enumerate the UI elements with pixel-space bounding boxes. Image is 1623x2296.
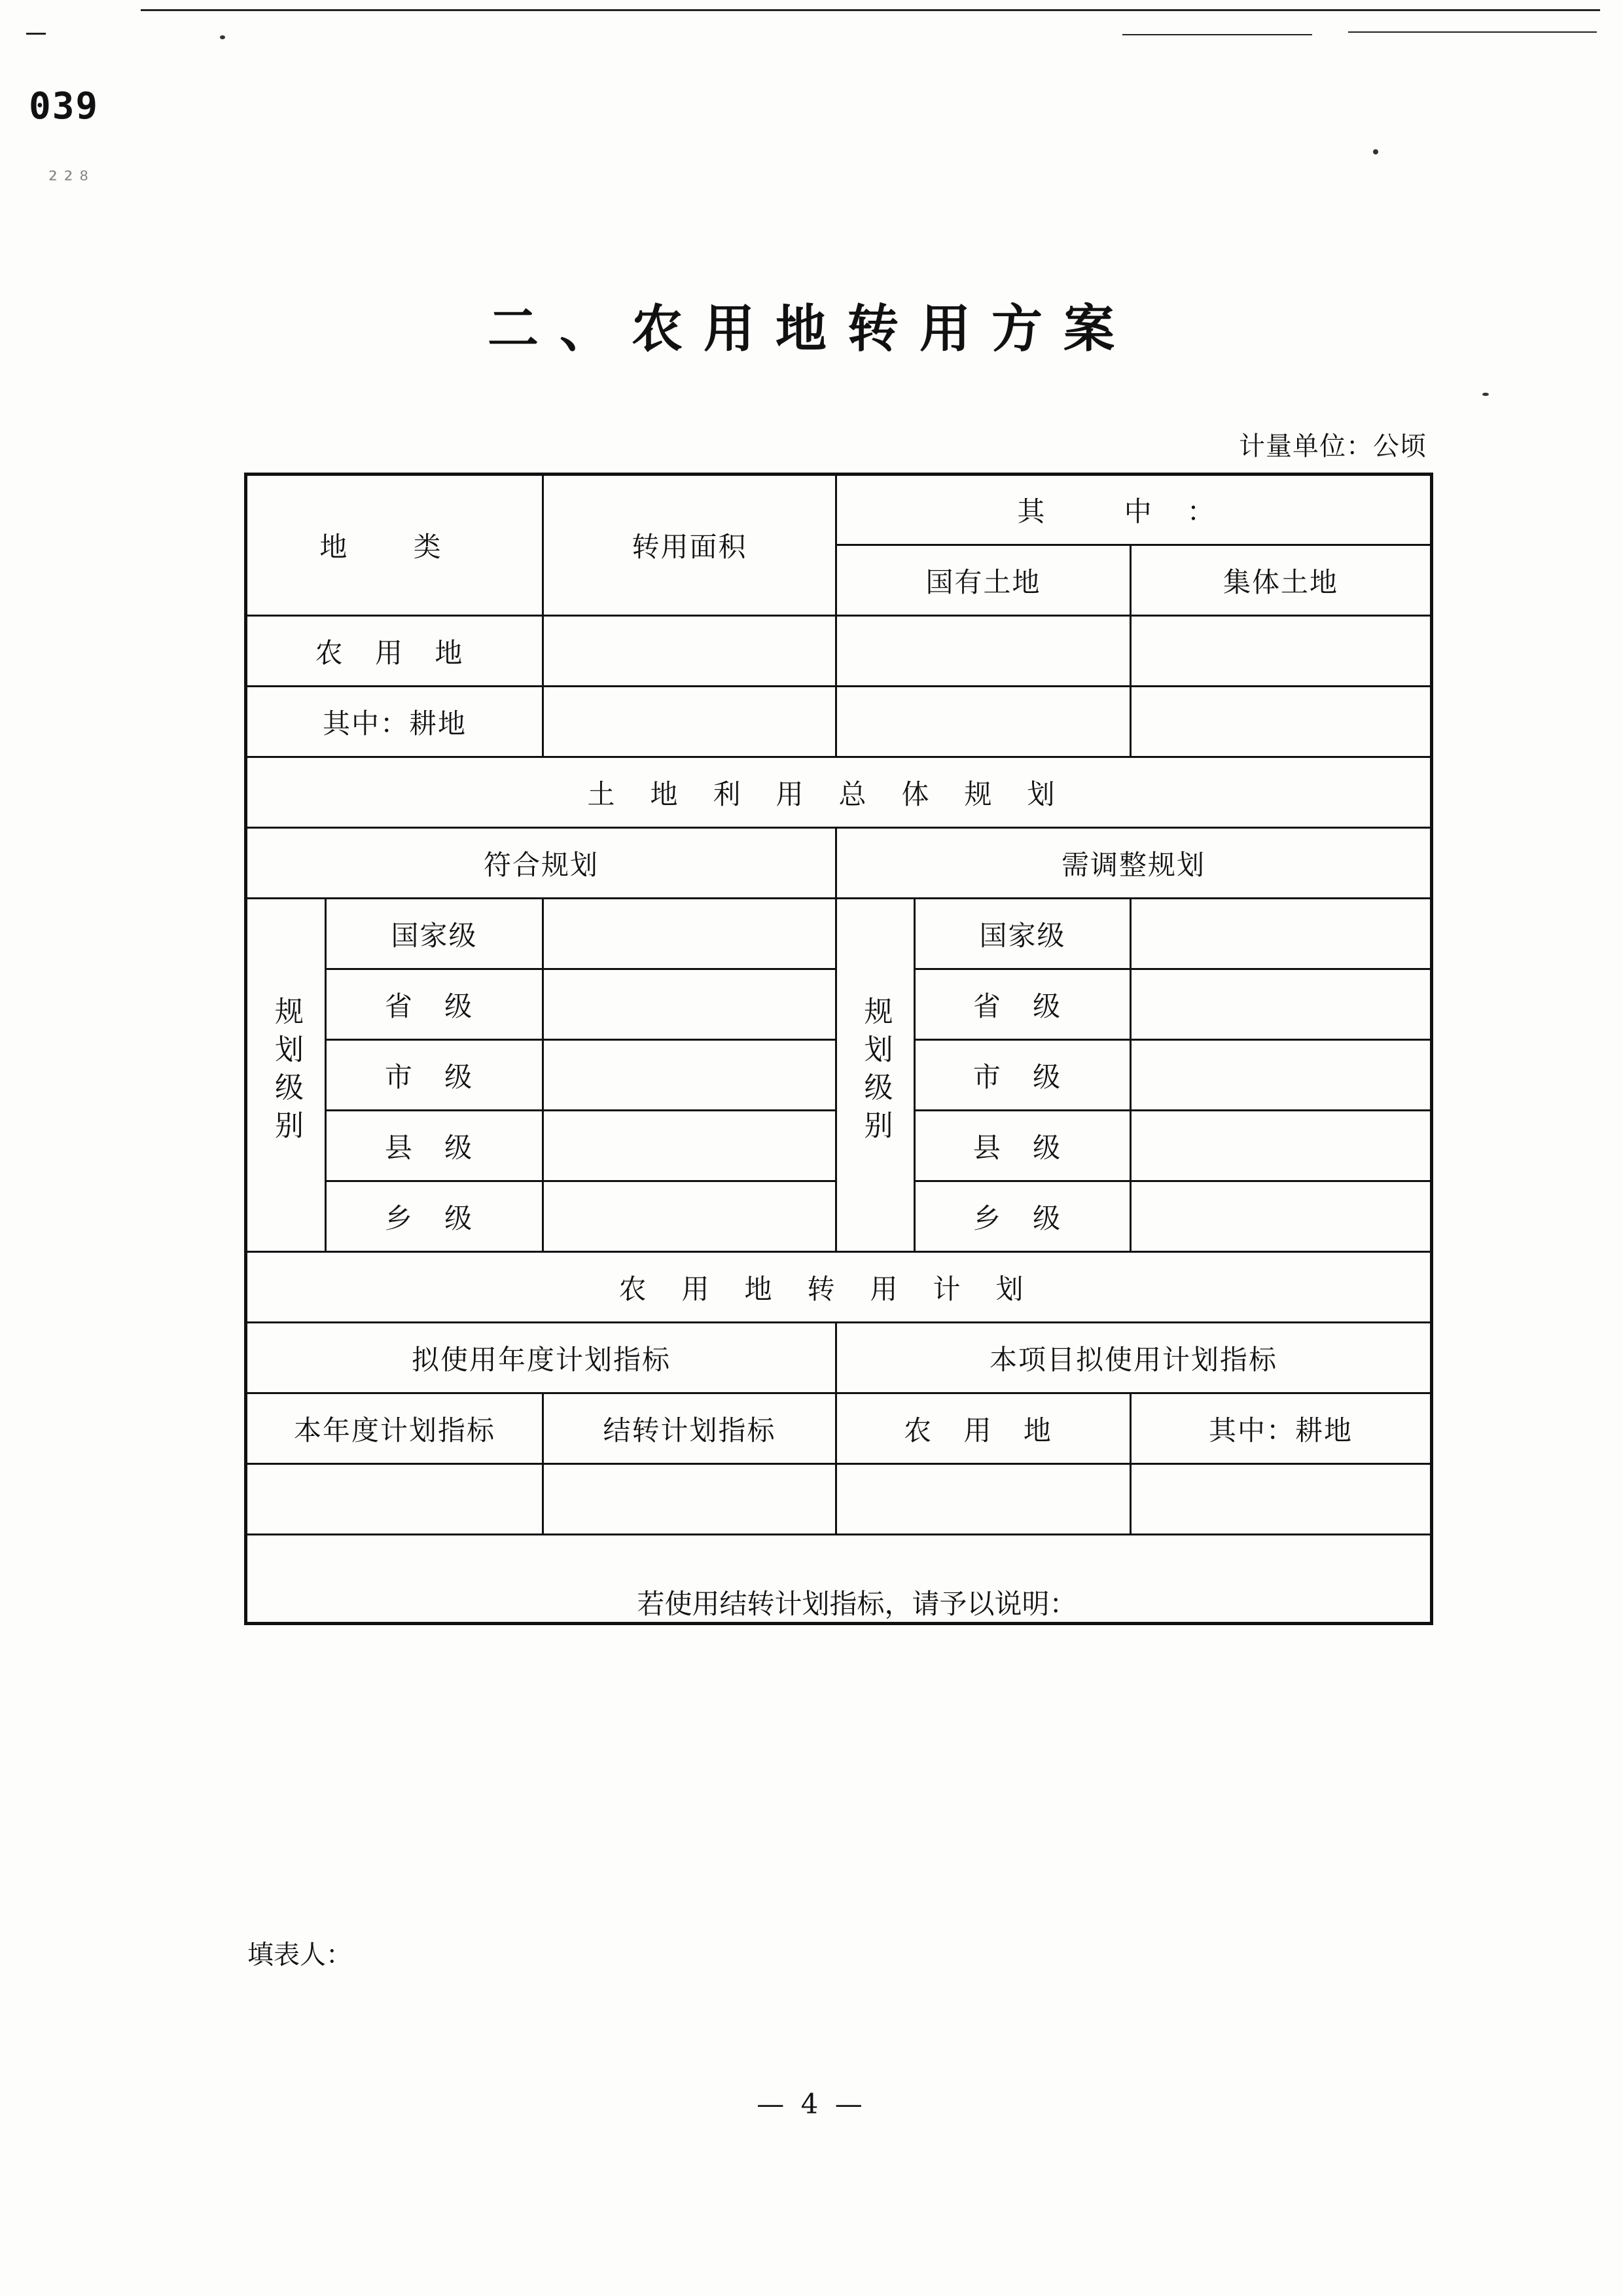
- cell-compliant-provincial[interactable]: [543, 969, 836, 1040]
- cell-project-farmland[interactable]: [836, 1464, 1131, 1535]
- cell-adjust-national[interactable]: [1131, 899, 1432, 969]
- cell-adjust-city[interactable]: [1131, 1040, 1432, 1111]
- cell-farmland-collective[interactable]: [1131, 616, 1432, 687]
- scan-border-line: [141, 9, 1600, 11]
- conversion-plan-table: [244, 473, 1433, 1625]
- section-conversion-plan: 农用地转用计划: [246, 1252, 1432, 1323]
- header-project-plan-indicator: 本项目拟使用计划指标: [836, 1323, 1432, 1393]
- cell-farmland-area[interactable]: [543, 616, 836, 687]
- unit-label: 计量单位：公顷: [1239, 431, 1427, 461]
- level-label-city-right: 市 级: [915, 1040, 1131, 1111]
- carryover-note-prompt: 若使用结转计划指标，请予以说明：: [637, 1588, 1077, 1620]
- page-number: — 4 —: [757, 2088, 866, 2120]
- scan-mark: [26, 33, 46, 35]
- cell-compliant-city[interactable]: [543, 1040, 836, 1111]
- header-this-year-indicator: 本年度计划指标: [246, 1393, 543, 1464]
- row-label-cultivated: 其中：耕地: [246, 687, 543, 757]
- row-label-farmland: 农 用 地: [246, 616, 543, 687]
- level-label-city-left: 市 级: [326, 1040, 543, 1111]
- carryover-note-field[interactable]: [246, 1535, 1432, 1624]
- cell-compliant-county[interactable]: [543, 1111, 836, 1181]
- scan-border-line: [1122, 34, 1312, 35]
- scan-speck: [1482, 393, 1489, 396]
- section-overall-plan: 土地利用总体规划: [246, 757, 1432, 828]
- cell-compliant-township[interactable]: [543, 1181, 836, 1252]
- header-state-land: 国有土地: [836, 545, 1131, 616]
- header-converted-area: 转用面积: [543, 475, 836, 616]
- page-title: 二、农用地转用方案: [487, 299, 1135, 359]
- page-code: 039: [29, 85, 99, 128]
- cell-this-year-indicator[interactable]: [246, 1464, 543, 1535]
- cell-adjust-provincial[interactable]: [1131, 969, 1432, 1040]
- header-farmland-col: 农 用 地: [836, 1393, 1131, 1464]
- scan-speck: [220, 35, 225, 39]
- header-carryover-indicator: 结转计划指标: [543, 1393, 836, 1464]
- level-label-national-left: 国家级: [326, 899, 543, 969]
- level-label-provincial-left: 省 级: [326, 969, 543, 1040]
- level-label-provincial-right: 省 级: [915, 969, 1131, 1040]
- cell-compliant-national[interactable]: [543, 899, 836, 969]
- cell-project-cultivated[interactable]: [1131, 1464, 1432, 1535]
- filler-label: 填表人：: [247, 1940, 352, 1970]
- cell-carryover-indicator[interactable]: [543, 1464, 836, 1535]
- level-label-county-left: 县 级: [326, 1111, 543, 1181]
- header-needs-adjustment: 需调整规划: [836, 828, 1432, 899]
- scan-speck: [1373, 149, 1378, 154]
- level-label-county-right: 县 级: [915, 1111, 1131, 1181]
- cell-cultivated-state[interactable]: [836, 687, 1131, 757]
- cell-adjust-county[interactable]: [1131, 1111, 1432, 1181]
- level-label-national-right: 国家级: [915, 899, 1131, 969]
- header-collective-land: 集体土地: [1131, 545, 1432, 616]
- level-label-township-left: 乡 级: [326, 1181, 543, 1252]
- cell-cultivated-area[interactable]: [543, 687, 836, 757]
- plan-level-label-right: 规划级别: [836, 899, 915, 1252]
- header-compliant-plan: 符合规划: [246, 828, 836, 899]
- header-of-which: 其 中：: [836, 475, 1432, 545]
- page-code-sub: ²²⁸: [46, 167, 93, 194]
- cell-adjust-township[interactable]: [1131, 1181, 1432, 1252]
- cell-cultivated-collective[interactable]: [1131, 687, 1432, 757]
- header-cultivated-col: 其中：耕地: [1131, 1393, 1432, 1464]
- header-annual-plan-indicator: 拟使用年度计划指标: [246, 1323, 836, 1393]
- header-land-type: 地 类: [246, 475, 543, 616]
- level-label-township-right: 乡 级: [915, 1181, 1131, 1252]
- cell-farmland-state[interactable]: [836, 616, 1131, 687]
- scan-border-line: [1348, 31, 1597, 33]
- plan-level-label-left: 规划级别: [246, 899, 326, 1252]
